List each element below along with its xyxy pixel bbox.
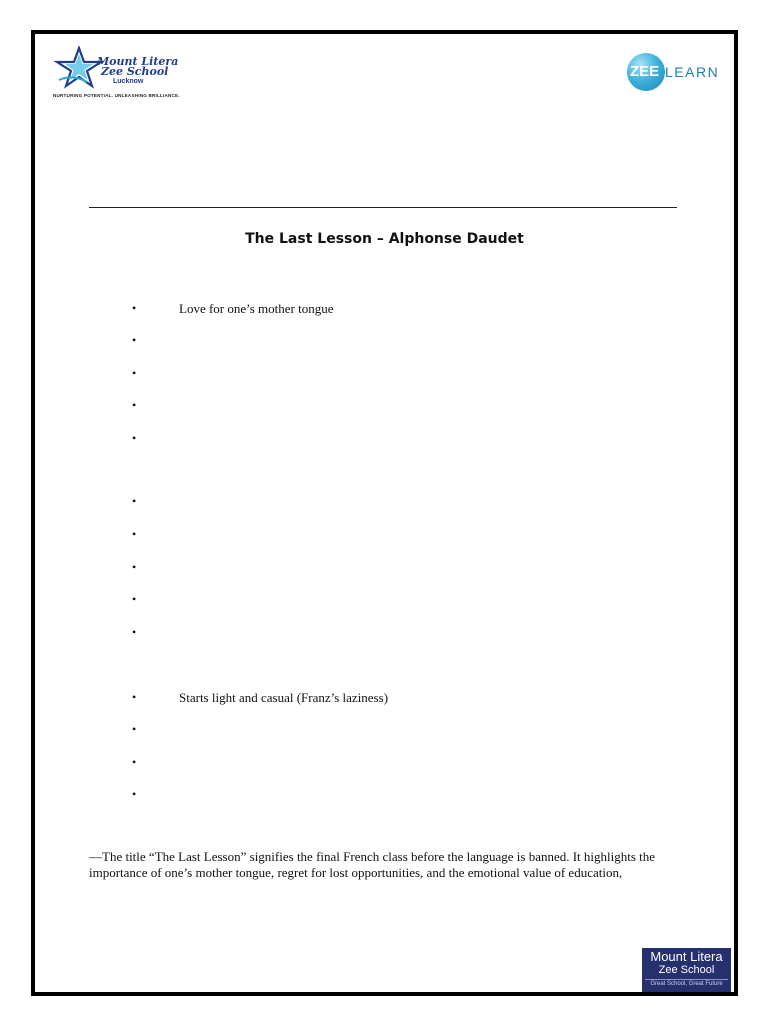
bullet-dot: •: [132, 527, 137, 541]
bullet-dot: •: [132, 494, 137, 508]
bullet-text: Love for one’s mother tongue: [179, 301, 334, 316]
bullet-dot: •: [132, 755, 137, 769]
bullet-dot: •: [132, 690, 137, 704]
bullet-dot: •: [132, 366, 137, 380]
bullet-dot: •: [132, 333, 137, 347]
badge-line1: Mount Litera: [650, 949, 723, 964]
badge-line2: Zee School: [658, 964, 715, 976]
school-name-line2: Zee School: [101, 65, 169, 78]
star-logo-icon: [53, 46, 105, 90]
bullet-dot: •: [132, 625, 137, 639]
bullet-dot: •: [132, 592, 137, 606]
badge-line3: Great School, Great Future: [645, 979, 728, 988]
zeelearn-logo-learn: LEARN: [665, 64, 720, 80]
school-tagline: NURTURING POTENTIAL. UNLEASHING BRILLIANCE.: [53, 93, 180, 98]
bullet-dot: •: [132, 398, 137, 412]
school-city: Lucknow: [113, 78, 144, 85]
mount-litera-badge: [642, 948, 731, 992]
bullet-dot: •: [132, 722, 137, 736]
school-name-line1: Mount Litera: [97, 55, 179, 68]
header-divider: [89, 207, 677, 208]
bullet-dot: •: [132, 431, 137, 445]
document-title: The Last Lesson – Alphonse Daudet: [245, 231, 524, 247]
mount-litera-logo: [53, 44, 180, 98]
zeelearn-logo: [627, 53, 722, 95]
document-page: [31, 30, 738, 996]
bullet-dot: •: [132, 301, 137, 315]
summary-paragraph: —The title “The Last Lesson” signifies the final French class before the language is banned. It highlights the importance of one’s mother tongue, regret for lost opportunities, and the emotional value of education,: [89, 849, 656, 880]
bullet-dot: •: [132, 787, 137, 801]
bullet-dot: •: [132, 560, 137, 574]
bullet-text: Starts light and casual (Franz’s laziness): [179, 690, 389, 705]
zeelearn-logo-zee: ZEE: [630, 63, 660, 80]
